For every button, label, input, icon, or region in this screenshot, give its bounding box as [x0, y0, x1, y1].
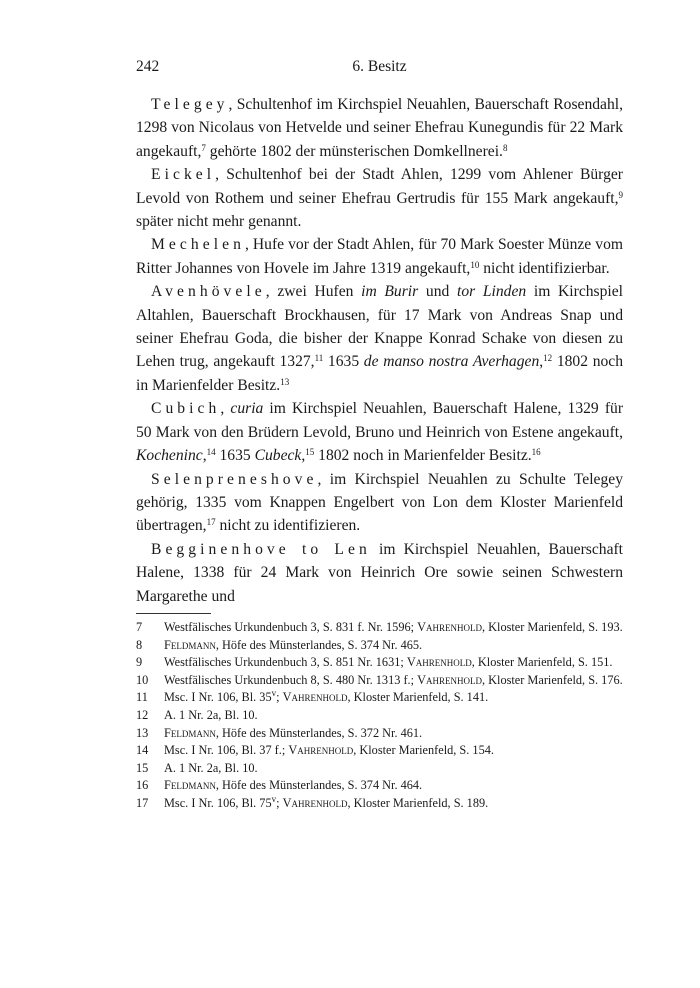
footnote-text	[164, 654, 623, 672]
footnote-ref: 11	[314, 353, 324, 364]
place-name: Eickel	[151, 166, 216, 184]
text-run: A. 1 Nr. 2a, Bl. 10.	[164, 707, 258, 722]
footnote-text	[164, 742, 623, 760]
footnote	[136, 742, 623, 760]
italic-text: Kocheninc	[136, 447, 203, 465]
page-number: 242	[136, 58, 160, 75]
entry-paragraph	[136, 280, 623, 397]
italic-text: im Burir	[361, 283, 419, 301]
text-run: und	[418, 283, 457, 301]
author-name: Vahrenhold	[417, 672, 482, 687]
text-run: ,	[539, 353, 544, 371]
entry-paragraph	[136, 233, 623, 280]
footnote-ref: v	[271, 793, 277, 804]
entry-paragraph	[136, 397, 623, 467]
footnote	[136, 795, 623, 813]
author-name: Vahrenhold	[282, 690, 348, 705]
footnote-text	[164, 672, 623, 690]
footnotes	[136, 619, 623, 813]
text-run: , Höfe des Münsterlandes, S. 374 Nr. 465.	[215, 637, 423, 652]
footnote	[136, 707, 623, 725]
text-run: 1802 noch in Marienfelder Besitz.	[314, 447, 532, 465]
text-run: , Kloster Marienfeld, S. 154.	[353, 743, 494, 758]
footnote-ref: 12	[543, 353, 553, 364]
footnote-number: 9	[136, 655, 143, 670]
text-run: im Kirchspiel Altahlen, Bauerschaft Brockhausen, für 17 Mark von Andreas Snap und seiner Ehefrau Goda, die bisher der Knappe Konrad Schake von diesen zu Lehen trug, angekauft 1327,	[136, 283, 624, 371]
footnote-ref: 10	[470, 259, 480, 270]
text-run: ,	[220, 400, 231, 418]
text-run: nicht zu identifizieren.	[215, 517, 361, 535]
footnote	[136, 619, 623, 637]
footnote-number: 14	[136, 743, 149, 758]
text-run: Westfälisches Urkundenbuch 3, S. 831 f. Nr. 1596;	[164, 620, 418, 634]
text-run: , zwei Hufen	[265, 283, 362, 301]
page-header	[136, 58, 623, 82]
footnote-ref: 14	[206, 447, 216, 458]
text-run: , Kloster Marienfeld, S. 151.	[471, 655, 613, 670]
main-text	[136, 93, 623, 608]
text-run: nicht identifizierbar.	[479, 259, 610, 277]
footnote	[136, 654, 623, 672]
footnote-text	[164, 707, 623, 725]
italic-text: de manso nostra Averhagen	[363, 353, 540, 371]
place-name: Avenhövele	[151, 283, 266, 301]
text-run: ,	[202, 447, 207, 465]
footnote-text	[164, 760, 623, 778]
text-run: ,	[301, 447, 306, 465]
text-run: , Kloster Marienfeld, S. 141.	[347, 690, 489, 705]
footnote	[136, 672, 623, 690]
footnote-number: 7	[136, 620, 143, 634]
author-name: Feldmann	[164, 725, 216, 740]
footnote-number: 16	[136, 778, 149, 793]
place-name: Selenpreneshove	[151, 470, 318, 488]
author-name: Feldmann	[164, 637, 216, 652]
footnote-number: 10	[136, 672, 149, 687]
footnote-text	[164, 637, 623, 655]
text-run: im Kirchspiel Neuahlen, Bauerschaft Halene, 1329 für 50 Mark von den Brüdern Levold, Bruno und Heinrich von Estene angekauft,	[136, 400, 624, 441]
footnote-text	[164, 777, 623, 795]
footnote-text	[164, 619, 623, 637]
footnote-text	[164, 725, 623, 743]
text-run: ;	[276, 690, 283, 705]
footnote-ref: 8	[502, 142, 508, 153]
author-name: Feldmann	[164, 778, 216, 793]
place-name: Begginenhove to Len	[151, 540, 371, 558]
text-run: Msc. I Nr. 106, Bl. 75	[164, 795, 272, 810]
text-run: , Hufe vor der Stadt Ahlen, für 70 Mark Soester Münze vom Ritter Johannes von Hovele im Jahre 1319 angekauft,	[136, 236, 623, 277]
entry-paragraph	[136, 538, 623, 608]
footnote-rule	[136, 613, 211, 614]
footnote	[136, 725, 623, 743]
author-name: Vahrenhold	[288, 743, 354, 758]
text-run: gehörte 1802 der münsterischen Domkellnerei.	[205, 142, 503, 160]
text-run: , Höfe des Münsterlandes, S. 374 Nr. 464.	[215, 778, 423, 793]
footnote	[136, 760, 623, 778]
text-run: , Höfe des Münsterlandes, S. 372 Nr. 461.	[215, 725, 423, 740]
footnote-text	[164, 689, 623, 707]
place-name: Mechelen	[151, 236, 245, 254]
italic-text: curia	[230, 400, 264, 418]
footnote	[136, 777, 623, 795]
footnote-number: 8	[136, 637, 143, 652]
text-run: , Schultenhof im Kirchspiel Neuahlen, Bauerschaft Rosendahl, 1298 von Nicolaus von Hetvelde und seiner Ehefrau Kunegundis für 22 Mark angekauft,	[136, 96, 623, 160]
footnote-ref: 16	[531, 447, 541, 458]
footnote	[136, 689, 623, 707]
text-run: 1635	[215, 447, 255, 465]
entry-paragraph	[136, 468, 623, 538]
entry-paragraph	[136, 93, 623, 163]
entry-paragraph	[136, 163, 623, 233]
footnote	[136, 637, 623, 655]
footnote-number: 13	[136, 725, 149, 740]
text-run: ;	[276, 795, 283, 810]
footnote-ref: 13	[280, 376, 290, 387]
text-run: Westfälisches Urkundenbuch 8, S. 480 Nr. 1313 f.;	[164, 672, 418, 687]
footnote-ref: 9	[618, 189, 623, 200]
text-run: , im Kirchspiel Neuahlen zu Schulte Telegey gehörig, 1335 vom Knappen Engelbert von Lon dem Kloster Marienfeld übertragen,	[136, 470, 623, 535]
italic-text: Cubeck	[254, 447, 302, 465]
footnote-ref: 17	[206, 517, 216, 528]
text-run: , Kloster Marienfeld, S. 189.	[347, 795, 489, 810]
text-run: Msc. I Nr. 106, Bl. 37 f.;	[164, 743, 289, 758]
footnote-ref: 7	[201, 142, 206, 153]
footnote-number: 12	[136, 707, 149, 722]
text-run: , Kloster Marienfeld, S. 193.	[482, 620, 623, 634]
text-run: später nicht mehr genannt.	[136, 213, 302, 231]
text-run: im Kirchspiel Neuahlen, Bauerschaft Halene, 1338 für 24 Mark von Heinrich Ore sowie seinen Schwestern Margarethe und	[136, 540, 624, 605]
footnote-text	[164, 795, 623, 813]
text-run: , Schultenhof bei der Stadt Ahlen, 1299 vom Ahlener Bürger Levold von Rothem und seiner Ehefrau Gertrudis für 155 Mark angekauft,	[136, 166, 623, 207]
text-run: A. 1 Nr. 2a, Bl. 10.	[164, 760, 258, 775]
place-name: Telegey	[151, 96, 229, 113]
footnote-ref: 15	[305, 447, 315, 458]
text-run: 1802 noch in Marienfelder Besitz.	[136, 353, 624, 394]
author-name: Vahrenhold	[282, 795, 348, 810]
text-run: 1635	[323, 353, 364, 371]
footnote-number: 17	[136, 795, 149, 810]
author-name: Vahrenhold	[417, 620, 482, 634]
running-head: 6. Besitz	[352, 58, 407, 75]
footnote-number: 15	[136, 760, 149, 775]
text-run: Westfälisches Urkundenbuch 3, S. 851 Nr. 1631;	[164, 655, 407, 670]
italic-text: tor Linden	[456, 283, 527, 301]
text-run: , Kloster Marienfeld, S. 176.	[482, 672, 623, 687]
place-name: Cubich	[151, 400, 221, 418]
footnote-ref: v	[271, 688, 277, 699]
footnote-number: 11	[136, 690, 148, 705]
author-name: Vahrenhold	[406, 655, 472, 670]
text-run: Msc. I Nr. 106, Bl. 35	[164, 690, 272, 705]
